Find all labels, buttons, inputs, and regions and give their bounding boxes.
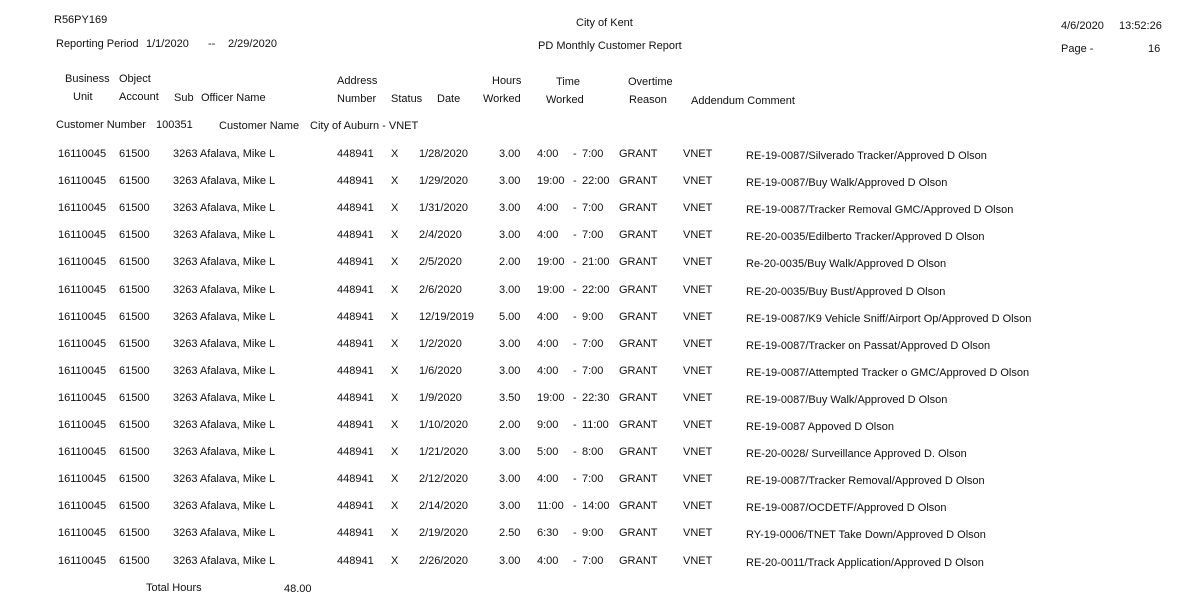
cell-date: 1/28/2020 (419, 148, 468, 160)
cell-time-sep: - (573, 229, 577, 242)
cell-addendum: VNET (683, 283, 713, 296)
cell-business-unit: 16110045 (58, 554, 107, 567)
cell-comment: RE-20-0028/ Surveillance Approved D. Olson (746, 448, 967, 461)
col-overtime-reason-line1: Overtime (628, 76, 673, 88)
cell-hours: 3.00 (499, 148, 521, 160)
cell-reason: GRANT (619, 446, 658, 459)
cell-object-account: 61500 (119, 229, 150, 242)
cell-end-time: 14:00 (582, 500, 610, 513)
cell-date: 2/19/2020 (419, 527, 468, 540)
page-number: 16 (1148, 43, 1161, 55)
cell-business-unit: 16110045 (58, 310, 107, 323)
cell-object-account: 61500 (119, 202, 150, 215)
cell-addendum: VNET (683, 148, 713, 160)
cell-object-account: 61500 (119, 554, 150, 567)
period-separator: -- (208, 38, 216, 50)
cell-start-time: 19:00 (537, 256, 565, 269)
cell-reason: GRANT (619, 391, 658, 404)
cell-business-unit: 16110045 (58, 256, 107, 269)
col-business-unit-line2: Unit (73, 91, 93, 103)
cell-hours: 3.00 (499, 337, 521, 350)
cell-address-number: 448941 (337, 446, 374, 459)
reporting-period-label: Reporting Period (56, 38, 139, 50)
cell-object-account: 61500 (119, 283, 150, 296)
col-date: Date (437, 93, 461, 105)
cell-hours: 2.00 (499, 419, 521, 431)
cell-date: 2/12/2020 (419, 473, 468, 486)
cell-end-time: 11:00 (582, 419, 609, 431)
cell-addendum: VNET (683, 446, 713, 459)
cell-time-sep: - (573, 148, 577, 160)
period-start: 1/1/2020 (146, 38, 189, 50)
cell-end-time: 9:00 (582, 527, 604, 540)
cell-addendum: VNET (683, 554, 713, 567)
cell-date: 1/2/2020 (419, 337, 462, 350)
cell-hours: 3.00 (499, 364, 521, 377)
cell-business-unit: 16110045 (58, 337, 107, 350)
cell-address-number: 448941 (337, 527, 374, 540)
cell-start-time: 11:00 (537, 500, 564, 513)
cell-start-time: 4:00 (537, 554, 559, 567)
cell-start-time: 19:00 (537, 283, 565, 296)
cell-hours: 3.00 (499, 446, 521, 459)
cell-sub-officer: 3263 Afalava, Mike L (173, 175, 276, 188)
table-row (0, 148, 1200, 168)
cell-time-sep: - (573, 391, 577, 404)
report-id: R56PY169 (54, 14, 108, 26)
table-row (0, 338, 1200, 358)
cell-reason: GRANT (619, 500, 658, 513)
cell-comment: RE-20-0035/Buy Bust/Approved D Olson (746, 285, 946, 298)
cell-end-time: 8:00 (582, 446, 604, 459)
cell-status: X (391, 310, 399, 323)
cell-addendum: VNET (683, 256, 713, 269)
customer-name: City of Auburn - VNET (310, 120, 419, 132)
cell-comment: RE-19-0087/Attempted Tracker o GMC/Approved D Olson (746, 366, 1030, 379)
cell-reason: GRANT (619, 283, 658, 296)
cell-hours: 2.50 (499, 527, 521, 540)
cell-date: 1/29/2020 (419, 175, 468, 188)
col-hours-worked-line1: Hours (492, 75, 522, 87)
cell-object-account: 61500 (119, 256, 150, 269)
table-row (0, 500, 1200, 520)
customer-number-label: Customer Number (56, 119, 146, 131)
period-end: 2/29/2020 (228, 38, 277, 50)
print-date: 4/6/2020 (1061, 20, 1104, 32)
cell-start-time: 9:00 (537, 419, 559, 431)
table-row (0, 284, 1200, 304)
cell-start-time: 4:00 (537, 202, 559, 215)
cell-date: 12/19/2019 (419, 310, 475, 323)
cell-end-time: 7:00 (582, 554, 604, 567)
cell-date: 1/10/2020 (419, 419, 468, 431)
cell-address-number: 448941 (337, 554, 374, 567)
cell-date: 1/21/2020 (419, 446, 468, 459)
cell-end-time: 7:00 (582, 337, 604, 350)
cell-sub-officer: 3263 Afalava, Mike L (173, 419, 276, 431)
cell-status: X (391, 500, 399, 513)
cell-address-number: 448941 (337, 175, 374, 188)
cell-end-time: 22:00 (582, 175, 610, 188)
cell-object-account: 61500 (119, 364, 150, 377)
page-label: Page - (1061, 43, 1094, 55)
table-row (0, 446, 1200, 466)
table-row (0, 202, 1200, 222)
cell-sub-officer: 3263 Afalava, Mike L (173, 446, 276, 459)
cell-status: X (391, 554, 399, 567)
cell-start-time: 4:00 (537, 337, 559, 350)
col-hours-worked-line2: Worked (483, 93, 521, 105)
cell-comment: RE-19-0087/Silverado Tracker/Approved D Olson (746, 150, 987, 162)
col-addendum-comment: Addendum Comment (691, 95, 795, 107)
cell-comment: Re-20-0035/Buy Walk/Approved D Olson (746, 258, 947, 271)
cell-time-sep: - (573, 419, 577, 431)
customer-number: 100351 (156, 119, 193, 131)
cell-reason: GRANT (619, 473, 658, 486)
cell-object-account: 61500 (119, 391, 150, 404)
cell-address-number: 448941 (337, 337, 374, 350)
col-object-account-line2: Account (119, 91, 159, 103)
cell-reason: GRANT (619, 229, 658, 242)
cell-sub-officer: 3263 Afalava, Mike L (173, 256, 276, 269)
cell-end-time: 7:00 (582, 364, 604, 377)
table-row (0, 555, 1200, 575)
cell-sub-officer: 3263 Afalava, Mike L (173, 473, 276, 486)
cell-addendum: VNET (683, 527, 713, 540)
cell-reason: GRANT (619, 202, 658, 215)
cell-addendum: VNET (683, 364, 713, 377)
cell-reason: GRANT (619, 337, 658, 350)
cell-hours: 3.00 (499, 175, 521, 188)
cell-comment: RY-19-0006/TNET Take Down/Approved D Olson (746, 529, 986, 542)
cell-hours: 3.00 (499, 554, 521, 567)
cell-date: 2/26/2020 (419, 554, 468, 567)
cell-end-time: 22:30 (582, 391, 610, 404)
report-title: PD Monthly Customer Report (538, 40, 682, 52)
cell-address-number: 448941 (337, 148, 374, 160)
cell-start-time: 19:00 (537, 175, 565, 188)
cell-hours: 5.00 (499, 310, 521, 323)
cell-reason: GRANT (619, 419, 658, 431)
print-time: 13:52:26 (1119, 20, 1162, 32)
cell-sub-officer: 3263 Afalava, Mike L (173, 554, 276, 567)
table-row (0, 311, 1200, 331)
cell-addendum: VNET (683, 229, 713, 242)
table-row (0, 473, 1200, 493)
cell-status: X (391, 527, 399, 540)
cell-date: 2/14/2020 (419, 500, 468, 513)
cell-reason: GRANT (619, 148, 658, 160)
cell-comment: RE-19-0087/OCDETF/Approved D Olson (746, 502, 947, 515)
total-hours-value: 48.00 (284, 583, 312, 595)
cell-time-sep: - (573, 283, 577, 296)
cell-reason: GRANT (619, 554, 658, 567)
cell-start-time: 4:00 (537, 148, 559, 160)
cell-start-time: 4:00 (537, 364, 559, 377)
cell-start-time: 4:00 (537, 473, 559, 486)
col-officer-name: Officer Name (201, 92, 266, 104)
cell-status: X (391, 446, 399, 459)
cell-addendum: VNET (683, 500, 713, 513)
table-row (0, 175, 1200, 195)
cell-sub-officer: 3263 Afalava, Mike L (173, 148, 276, 160)
cell-time-sep: - (573, 554, 577, 567)
col-object-account-line1: Object (119, 73, 151, 85)
cell-object-account: 61500 (119, 446, 150, 459)
cell-hours: 3.00 (499, 473, 521, 486)
cell-business-unit: 16110045 (58, 446, 107, 459)
col-address-number-line1: Address (337, 75, 378, 87)
cell-comment: RE-20-0011/Track Application/Approved D Olson (746, 556, 984, 569)
cell-hours: 3.00 (499, 202, 521, 215)
cell-sub-officer: 3263 Afalava, Mike L (173, 500, 276, 513)
cell-business-unit: 16110045 (58, 229, 107, 242)
col-business-unit-line1: Business (65, 73, 110, 85)
cell-comment: RE-20-0035/Edilberto Tracker/Approved D Olson (746, 231, 985, 244)
cell-status: X (391, 283, 399, 296)
cell-time-sep: - (573, 337, 577, 350)
cell-status: X (391, 256, 399, 269)
cell-start-time: 5:00 (537, 446, 559, 459)
cell-address-number: 448941 (337, 256, 374, 269)
cell-object-account: 61500 (119, 527, 150, 540)
cell-time-sep: - (573, 500, 577, 513)
cell-sub-officer: 3263 Afalava, Mike L (173, 364, 276, 377)
cell-time-sep: - (573, 527, 577, 540)
table-row (0, 527, 1200, 547)
cell-status: X (391, 202, 399, 215)
cell-date: 2/6/2020 (419, 283, 462, 296)
table-row (0, 419, 1200, 439)
cell-time-sep: - (573, 202, 577, 215)
cell-sub-officer: 3263 Afalava, Mike L (173, 229, 276, 242)
cell-time-sep: - (573, 473, 577, 486)
cell-start-time: 6:30 (537, 527, 559, 540)
cell-business-unit: 16110045 (58, 473, 107, 486)
cell-object-account: 61500 (119, 175, 150, 188)
customer-name-label: Customer Name (219, 120, 300, 132)
cell-date: 2/5/2020 (419, 256, 462, 269)
cell-status: X (391, 148, 399, 160)
total-hours-label: Total Hours (146, 582, 202, 594)
table-row (0, 256, 1200, 276)
cell-date: 1/9/2020 (419, 391, 462, 404)
cell-addendum: VNET (683, 175, 713, 188)
cell-time-sep: - (573, 256, 577, 269)
cell-hours: 3.00 (499, 229, 521, 242)
cell-object-account: 61500 (119, 473, 150, 486)
cell-reason: GRANT (619, 310, 658, 323)
cell-business-unit: 16110045 (58, 148, 107, 160)
cell-hours: 2.00 (499, 256, 521, 269)
cell-business-unit: 16110045 (58, 364, 107, 377)
cell-reason: GRANT (619, 527, 658, 540)
cell-object-account: 61500 (119, 148, 150, 160)
cell-status: X (391, 175, 399, 188)
col-status: Status (391, 93, 423, 105)
cell-address-number: 448941 (337, 283, 374, 296)
cell-date: 1/31/2020 (419, 202, 468, 215)
cell-time-sep: - (573, 364, 577, 377)
cell-address-number: 448941 (337, 310, 374, 323)
cell-status: X (391, 419, 399, 431)
cell-addendum: VNET (683, 310, 713, 323)
table-row (0, 392, 1200, 412)
cell-comment: RE-19-0087/K9 Vehicle Sniff/Airport Op/Approved D Olson (746, 312, 1032, 325)
cell-address-number: 448941 (337, 364, 374, 377)
cell-business-unit: 16110045 (58, 500, 107, 513)
col-sub: Sub (174, 92, 194, 104)
cell-addendum: VNET (683, 391, 713, 404)
cell-addendum: VNET (683, 473, 713, 486)
col-time-worked-line1: Time (556, 76, 581, 88)
cell-end-time: 7:00 (582, 148, 604, 160)
cell-date: 1/6/2020 (419, 364, 462, 377)
cell-business-unit: 16110045 (58, 527, 107, 540)
cell-end-time: 7:00 (582, 229, 604, 242)
cell-comment: RE-19-0087/Tracker on Passat/Approved D Olson (746, 339, 991, 352)
cell-address-number: 448941 (337, 500, 374, 513)
cell-hours: 3.50 (499, 391, 521, 404)
cell-start-time: 19:00 (537, 391, 565, 404)
cell-object-account: 61500 (119, 310, 150, 323)
cell-address-number: 448941 (337, 473, 374, 486)
table-row (0, 229, 1200, 249)
col-overtime-reason-line2: Reason (629, 94, 667, 106)
cell-status: X (391, 364, 399, 377)
cell-addendum: VNET (683, 202, 713, 215)
cell-comment: RE-19-0087/Buy Walk/Approved D Olson (746, 177, 948, 190)
cell-object-account: 61500 (119, 337, 150, 350)
cell-hours: 3.00 (499, 500, 521, 513)
cell-object-account: 61500 (119, 419, 150, 431)
cell-end-time: 7:00 (582, 473, 604, 486)
cell-business-unit: 16110045 (58, 175, 107, 188)
col-time-worked-line2: Worked (546, 94, 584, 106)
cell-hours: 3.00 (499, 283, 521, 296)
cell-status: X (391, 391, 399, 404)
cell-end-time: 22:00 (582, 283, 610, 296)
cell-sub-officer: 3263 Afalava, Mike L (173, 283, 276, 296)
cell-start-time: 4:00 (537, 310, 559, 323)
cell-sub-officer: 3263 Afalava, Mike L (173, 310, 276, 323)
cell-sub-officer: 3263 Afalava, Mike L (173, 202, 276, 215)
cell-status: X (391, 473, 399, 486)
cell-sub-officer: 3263 Afalava, Mike L (173, 391, 276, 404)
cell-start-time: 4:00 (537, 229, 559, 242)
org-name: City of Kent (576, 17, 633, 29)
cell-business-unit: 16110045 (58, 283, 107, 296)
cell-time-sep: - (573, 175, 577, 188)
cell-comment: RE-19-0087/Tracker Removal/Approved D Olson (746, 475, 985, 488)
cell-comment: RE-19-0087/Tracker Removal GMC/Approved D Olson (746, 204, 1014, 217)
cell-address-number: 448941 (337, 419, 374, 431)
cell-status: X (391, 337, 399, 350)
cell-sub-officer: 3263 Afalava, Mike L (173, 527, 276, 540)
cell-business-unit: 16110045 (58, 419, 107, 431)
cell-address-number: 448941 (337, 391, 374, 404)
cell-comment: RE-19-0087 Appoved D Olson (746, 421, 894, 433)
cell-business-unit: 16110045 (58, 391, 107, 404)
table-row (0, 365, 1200, 385)
cell-end-time: 7:00 (582, 202, 604, 215)
cell-addendum: VNET (683, 419, 713, 431)
cell-status: X (391, 229, 399, 242)
cell-address-number: 448941 (337, 202, 374, 215)
cell-sub-officer: 3263 Afalava, Mike L (173, 337, 276, 350)
cell-reason: GRANT (619, 364, 658, 377)
cell-end-time: 21:00 (582, 256, 610, 269)
cell-object-account: 61500 (119, 500, 150, 513)
col-address-number-line2: Number (337, 93, 377, 105)
cell-end-time: 9:00 (582, 310, 604, 323)
cell-time-sep: - (573, 446, 577, 459)
cell-address-number: 448941 (337, 229, 374, 242)
cell-reason: GRANT (619, 256, 658, 269)
cell-date: 2/4/2020 (419, 229, 462, 242)
cell-addendum: VNET (683, 337, 713, 350)
cell-reason: GRANT (619, 175, 658, 188)
cell-time-sep: - (573, 310, 577, 323)
cell-comment: RE-19-0087/Buy Walk/Approved D Olson (746, 393, 948, 406)
cell-business-unit: 16110045 (58, 202, 107, 215)
